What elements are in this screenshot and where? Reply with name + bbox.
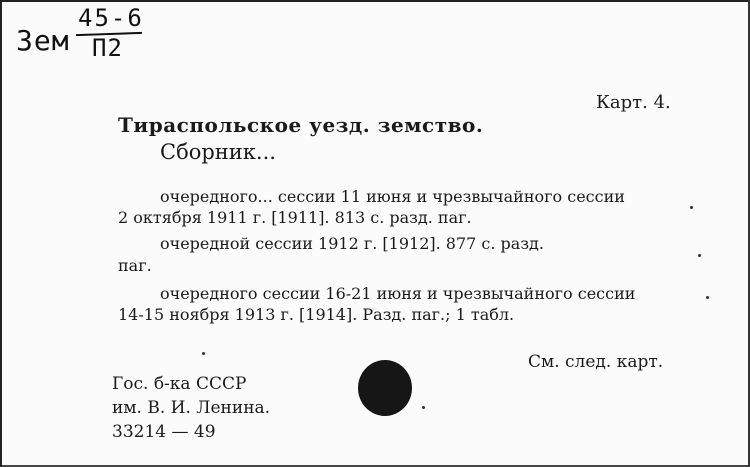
library-code: 33214 — 49	[112, 422, 216, 442]
handwritten-prefix: Зем	[16, 24, 70, 57]
entry-3-line-2: 14-15 ноября 1913 г. [1914]. Разд. паг.; 1 табл.	[118, 305, 515, 324]
punched-hole	[358, 360, 412, 416]
card-top-edge	[2, 0, 750, 2]
card-subtitle: Сборник...	[160, 140, 276, 164]
see-next-card: См. след. карт.	[528, 352, 664, 372]
dust-speck	[690, 206, 693, 209]
library-imprint	[112, 372, 270, 444]
card-number: Карт. 4.	[596, 92, 671, 113]
dust-speck	[422, 406, 425, 409]
handwritten-numerator: 45-6	[78, 4, 144, 32]
entry-2-line-2: паг.	[118, 256, 152, 275]
dust-speck	[706, 296, 709, 299]
dust-speck	[698, 254, 701, 257]
library-name: Гос. б-ка СССР	[112, 374, 247, 394]
card-title: Тираспольское уезд. земство.	[118, 113, 484, 137]
entry-1-line-1: очередного... сессии 11 июня и чрезвычайного сессии	[160, 187, 625, 206]
entry-1-line-2: 2 октября 1911 г. [1911]. 813 с. разд. паг.	[118, 208, 472, 227]
entry-2-line-1: очередной сессии 1912 г. [1912]. 877 с. разд.	[160, 234, 544, 253]
entry-3-line-1: очередного сессии 16-21 июня и чрезвычайного сессии	[160, 284, 636, 303]
library-dedication: им. В. И. Ленина.	[112, 398, 271, 418]
dust-speck	[202, 352, 205, 355]
handwritten-denominator: П2	[92, 34, 123, 62]
